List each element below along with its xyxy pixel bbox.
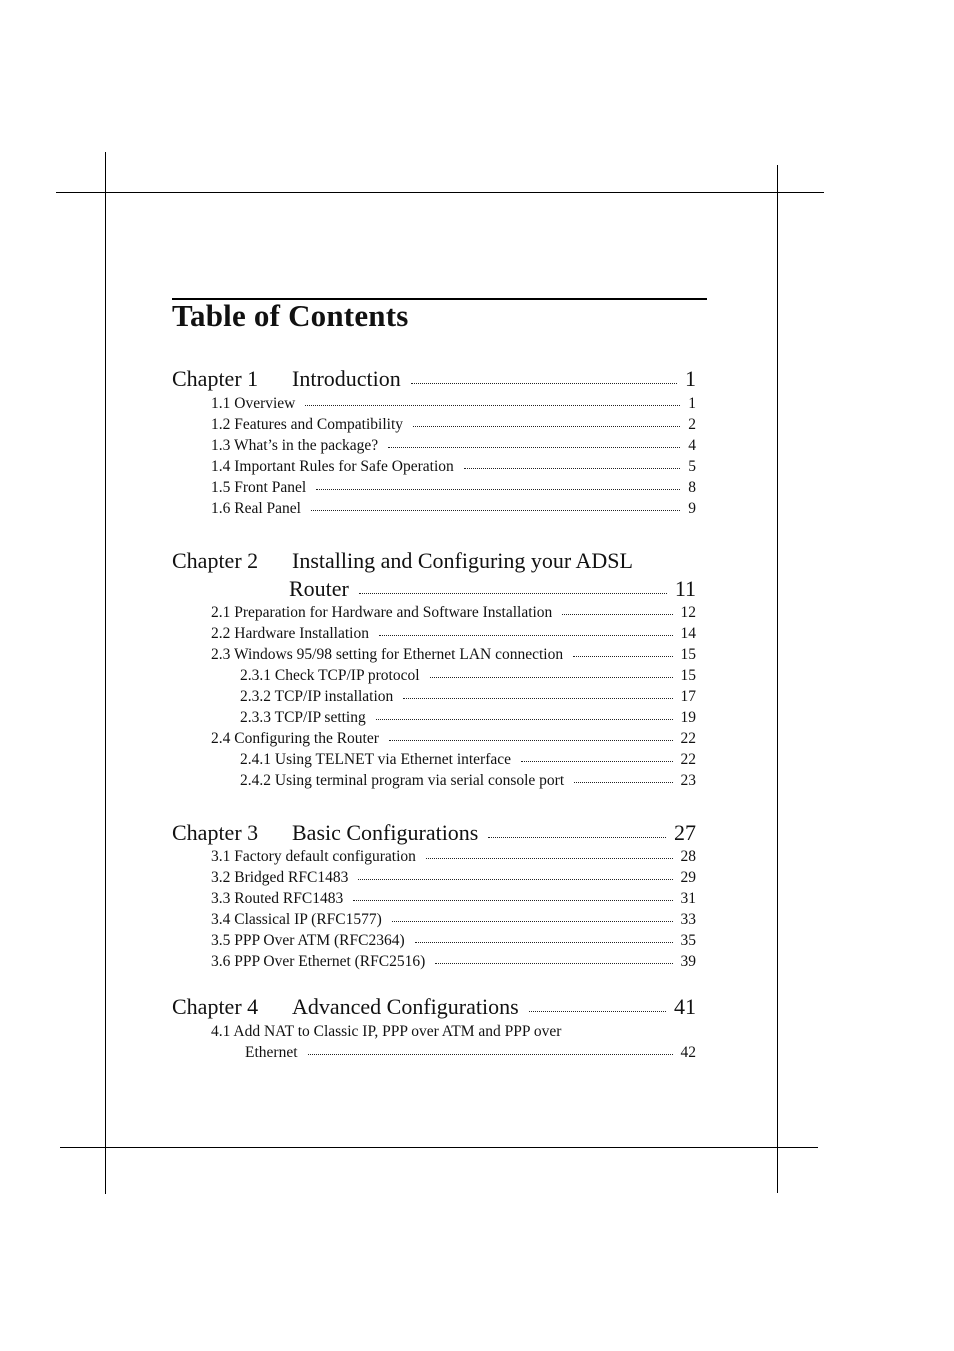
leader-dots [358, 879, 672, 880]
leader-dots [430, 677, 673, 678]
section-entry-line2[interactable] [245, 1044, 696, 1062]
leader-dots [411, 383, 677, 384]
section-label: 2.3 Windows 95/98 setting for Ethernet LAN connection [211, 646, 564, 663]
section-label: 3.3 Routed RFC1483 [211, 890, 344, 907]
page-number: 14 [680, 625, 696, 642]
section-label: 2.3.1 Check TCP/IP protocol [240, 667, 420, 684]
page-number: 1 [688, 395, 696, 412]
page-number: 15 [680, 667, 696, 684]
section-label: 3.4 Classical IP (RFC1577) [211, 911, 382, 928]
section-label: 3.5 PPP Over ATM (RFC2364) [211, 932, 405, 949]
section-label-continued: Ethernet [245, 1044, 298, 1061]
section-label: 3.1 Factory default configuration [211, 848, 416, 865]
leader-dots [415, 942, 673, 943]
page-number: 31 [680, 890, 696, 907]
page-number: 29 [680, 869, 696, 886]
page-number: 12 [680, 604, 696, 621]
page-number: 23 [680, 772, 696, 789]
section-label: 3.6 PPP Over Ethernet (RFC2516) [211, 953, 426, 970]
page-number: 33 [680, 911, 696, 928]
subsection-entry[interactable] [240, 772, 696, 790]
page-number: 9 [688, 500, 696, 517]
section-entry[interactable] [211, 932, 696, 950]
page-number: 35 [680, 932, 696, 949]
section-label: 1.4 Important Rules for Safe Operation [211, 458, 454, 475]
section-label: 2.4.1 Using TELNET via Ethernet interface [240, 751, 512, 768]
section-label: 1.5 Front Panel [211, 479, 307, 496]
chapter-entry[interactable] [172, 366, 696, 392]
page-number: 22 [680, 751, 696, 768]
leader-dots [488, 837, 666, 838]
section-entry-line1[interactable] [211, 1023, 561, 1041]
leader-dots [305, 405, 680, 406]
subsection-entry[interactable] [240, 667, 696, 685]
leader-dots [389, 740, 673, 741]
section-entry[interactable] [211, 625, 696, 643]
chapter-title: Basic Configurations [292, 820, 479, 845]
page-number: 5 [688, 458, 696, 475]
leader-dots [311, 510, 680, 511]
leader-dots [359, 593, 667, 594]
chapter-entry-line2[interactable] [289, 576, 696, 602]
leader-dots [435, 963, 672, 964]
page-number: 28 [680, 848, 696, 865]
section-entry[interactable] [211, 395, 696, 413]
leader-dots [353, 900, 672, 901]
section-entry[interactable] [211, 953, 696, 971]
chapter-entry[interactable] [172, 994, 696, 1020]
chapter-title: Advanced Configurations [292, 994, 519, 1019]
leader-dots [529, 1011, 666, 1012]
section-label: 1.1 Overview [211, 395, 296, 412]
section-label: 3.2 Bridged RFC1483 [211, 869, 349, 886]
leader-dots [388, 447, 680, 448]
chapter-entry-line1[interactable] [172, 548, 696, 574]
section-entry[interactable] [211, 730, 696, 748]
section-entry[interactable] [211, 437, 696, 455]
section-label: 2.4.2 Using terminal program via serial console port [240, 772, 565, 789]
section-label: 2.3.2 TCP/IP installation [240, 688, 394, 705]
page-number: 41 [674, 994, 696, 1019]
section-entry[interactable] [211, 416, 696, 434]
leader-dots [392, 921, 673, 922]
chapter-title: Installing and Configuring your ADSL [292, 548, 633, 573]
chapter-title: Introduction [292, 366, 401, 391]
section-entry[interactable] [211, 646, 696, 664]
leader-dots [308, 1054, 673, 1055]
leader-dots [379, 635, 673, 636]
page-number: 15 [680, 646, 696, 663]
leader-dots [521, 761, 672, 762]
leader-dots [403, 698, 672, 699]
page-number: 17 [680, 688, 696, 705]
section-entry[interactable] [211, 911, 696, 929]
section-label: 4.1 Add NAT to Classic IP, PPP over ATM and PPP over [211, 1023, 562, 1040]
chapter-number: Chapter 2 [172, 548, 259, 573]
subsection-entry[interactable] [240, 751, 696, 769]
page-number: 42 [680, 1044, 696, 1061]
leader-dots [573, 656, 672, 657]
page-number: 11 [674, 576, 696, 601]
chapter-entry[interactable] [172, 820, 696, 846]
chapter-number: Chapter 1 [172, 366, 259, 391]
leader-dots [316, 489, 680, 490]
leader-dots [464, 468, 680, 469]
chapter-number: Chapter 4 [172, 994, 259, 1019]
section-entry[interactable] [211, 500, 696, 518]
section-label: 1.3 What’s in the package? [211, 437, 379, 454]
chapter-number: Chapter 3 [172, 820, 259, 845]
section-entry[interactable] [211, 890, 696, 908]
leader-dots [562, 614, 672, 615]
section-label: 1.6 Real Panel [211, 500, 301, 517]
leader-dots [574, 782, 672, 783]
subsection-entry[interactable] [240, 688, 696, 706]
page-number: 2 [688, 416, 696, 433]
page-title: Table of Contents [172, 298, 409, 333]
chapter-title-continued: Router [289, 576, 349, 601]
page-number: 19 [680, 709, 696, 726]
section-label: 1.2 Features and Compatibility [211, 416, 404, 433]
page-number: 4 [688, 437, 696, 454]
subsection-entry[interactable] [240, 709, 696, 727]
section-label: 2.2 Hardware Installation [211, 625, 369, 642]
section-label: 2.3.3 TCP/IP setting [240, 709, 366, 726]
section-label: 2.1 Preparation for Hardware and Software Installation [211, 604, 553, 621]
page-number: 27 [674, 820, 696, 845]
page-number: 1 [685, 366, 696, 391]
section-entry[interactable] [211, 458, 696, 476]
page-number: 22 [680, 730, 696, 747]
leader-dots [413, 426, 680, 427]
section-entry[interactable] [211, 869, 696, 887]
leader-dots [376, 719, 673, 720]
page-number: 39 [680, 953, 696, 970]
section-entry[interactable] [211, 848, 696, 866]
section-entry[interactable] [211, 479, 696, 497]
page-number: 8 [688, 479, 696, 496]
leader-dots [426, 858, 673, 859]
section-entry[interactable] [211, 604, 696, 622]
section-label: 2.4 Configuring the Router [211, 730, 379, 747]
